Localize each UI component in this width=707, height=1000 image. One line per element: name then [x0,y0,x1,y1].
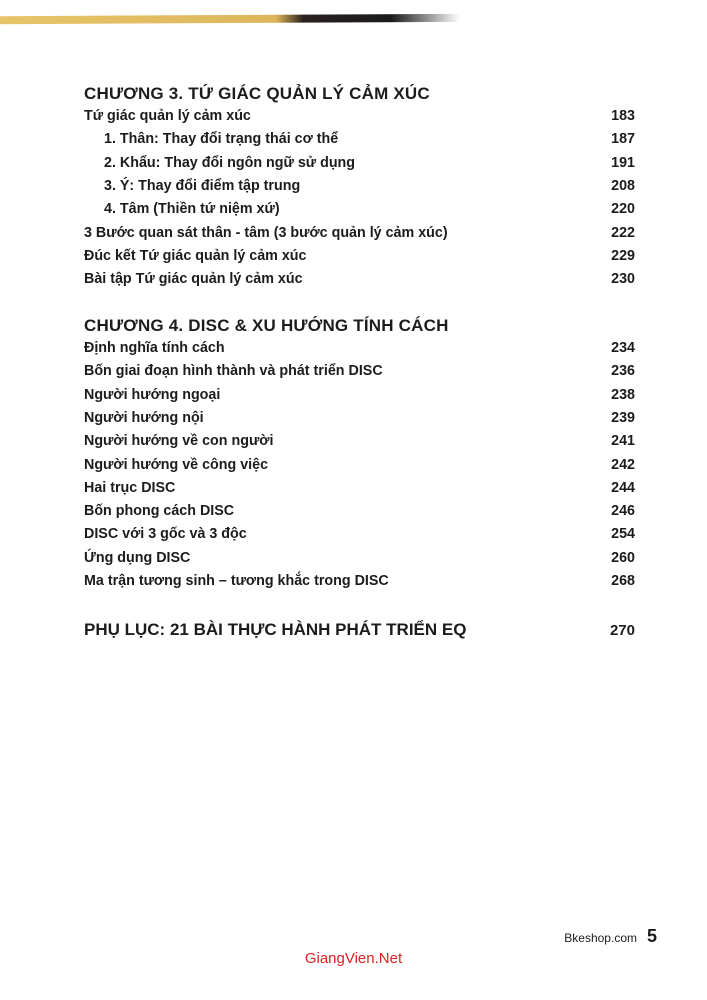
toc-entry-title: Ứng dụng DISC [84,549,191,566]
toc-entry-title: 2. Khẩu: Thay đổi ngôn ngữ sử dụng [104,154,356,171]
toc-entry-page: 236 [611,363,635,380]
toc-entry-page: 234 [611,340,635,356]
toc-entry-title: Định nghĩa tính cách [84,340,225,356]
appendix-page: 270 [609,622,635,639]
toc-entry [84,225,635,247]
chapter-4-heading: CHƯƠNG 4. DISC & XU HƯỚNG TÍNH CÁCH [84,316,449,335]
brush-stroke-decoration [0,14,460,24]
toc-entry [84,387,635,409]
toc-entry-title: Người hướng về con người [84,433,274,450]
toc-entry-page: 222 [611,224,635,241]
toc-entry-page: 183 [611,108,635,124]
toc-entry-page: 246 [611,503,635,520]
toc-entry-title: Người hướng ngoại [84,386,221,403]
toc-entry [84,340,635,362]
page-footer [564,926,657,947]
toc-entry-title: 3. Ý: Thay đổi điểm tập trung [104,177,301,194]
toc-entry-page: 208 [611,177,635,194]
toc-entry [84,503,635,525]
toc-entry-page: 238 [611,386,635,403]
toc-entry-page: 230 [611,271,635,288]
toc-entry-page: 268 [611,573,635,589]
toc-entry-title: DISC với 3 gốc và 3 độc [84,526,247,543]
toc-entry-page: 260 [611,549,635,566]
toc-entry-title: Bài tập Tứ giác quản lý cảm xúc [84,271,303,288]
toc-entry-title: 4. Tâm (Thiền tứ niệm xứ) [104,201,280,218]
toc-entry [84,526,635,548]
watermark: GiangVien.Net [304,950,403,967]
toc-entry-title: Bốn giai đoạn hình thành và phát triển DISC [84,363,383,380]
toc-entry-title: Người hướng về công việc [84,456,269,473]
toc-entry [84,131,635,153]
toc-entry-title: Tứ giác quản lý cảm xúc [84,108,251,124]
appendix-title: PHỤ LỤC: 21 BÀI THỰC HÀNH PHÁT TRIỂN EQ [84,620,467,639]
toc-entry-title: Bốn phong cách DISC [84,503,235,520]
page-number: 5 [646,926,657,946]
toc-entry [84,457,635,479]
toc-entry [84,433,635,455]
toc-entry-page: 254 [611,526,635,543]
toc-entry-page: 220 [611,201,635,218]
toc-entry [84,155,635,177]
toc-entry-title: Ma trận tương sinh – tương khắc trong DISC [84,573,389,589]
toc-entry [84,108,635,130]
toc-entry [84,201,635,223]
toc-entry-page: 229 [611,247,635,264]
toc-entry [84,363,635,385]
toc-entry-page: 239 [611,409,635,426]
toc-entry [84,178,635,200]
toc-entry-page: 241 [611,433,635,450]
toc-entry-title: 3 Bước quan sát thân - tâm (3 bước quản lý cảm xúc) [84,224,448,241]
toc-entry [84,480,635,502]
appendix-entry [84,620,635,640]
footer-site: Bkeshop.com [564,931,637,945]
toc-entry-page: 242 [611,456,635,473]
toc-entry [84,410,635,432]
toc-entry-page: 191 [611,154,635,171]
toc-entry-title: Hai trục DISC [84,479,176,496]
toc-entry-title: Đúc kết Tứ giác quản lý cảm xúc [84,247,307,264]
toc-entry-page: 187 [611,131,635,148]
toc-entry [84,573,635,595]
toc-entry [84,248,635,270]
toc-entry [84,550,635,572]
toc-entry-title: Người hướng nội [84,409,204,426]
toc-entry-page: 244 [611,479,635,496]
toc-entry [84,271,635,293]
toc-entry-title: 1. Thân: Thay đổi trạng thái cơ thể [104,131,339,148]
chapter-3-heading: CHƯƠNG 3. TỨ GIÁC QUẢN LÝ CẢM XÚC [84,84,430,103]
